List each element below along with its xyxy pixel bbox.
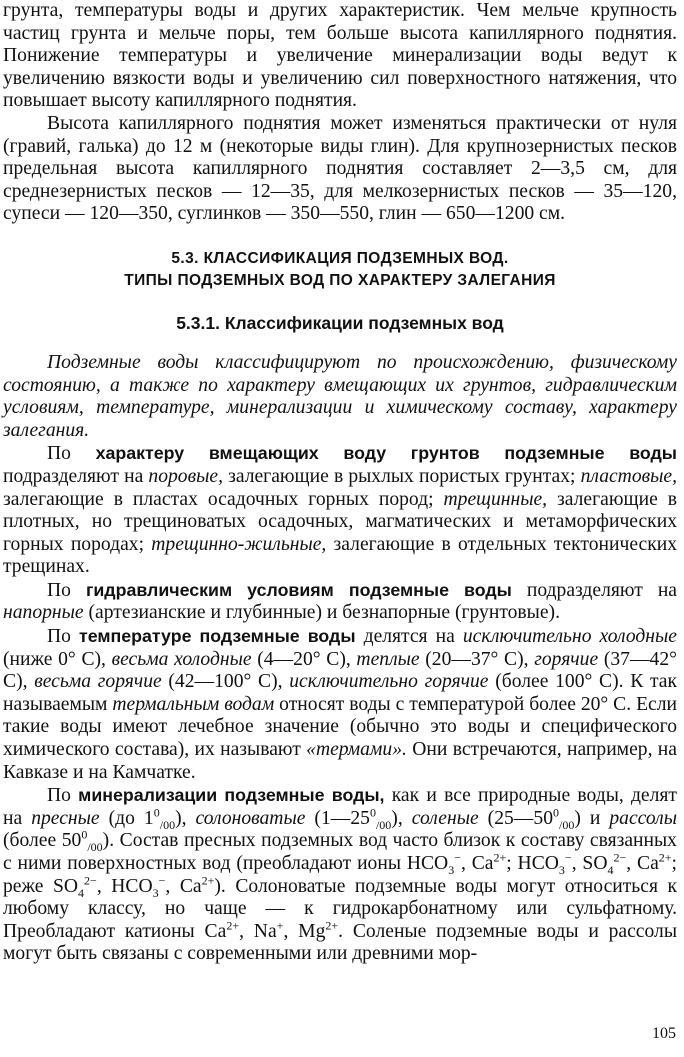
text-run: , Ca [460,853,494,874]
text-run: как и все природные воды, делят на [3,785,677,829]
superscript: 2+ [658,850,672,865]
italic-term: солоноватые [195,807,306,829]
italic-term: весьма горячие [34,671,162,693]
italic-term: поровые, [148,465,223,487]
italic-term: термальным водам [112,693,275,715]
lead-paragraph: Подземные воды классифицируют по происхождению, физическому состоянию, а также по характеру вмещающих их грунтов, гидравлическим условиям, температуре, минерализации и химическому составу, характеру залегания. [3,351,677,441]
text-run: , SO [571,853,608,874]
italic-term: напорные [3,602,84,624]
text-run: (25—50 [478,807,553,829]
text-run: По [47,579,86,601]
text-run: залегающие в отдельных тектонических трещинах. [3,533,677,578]
section-heading-line-2: ТИПЫ ПОДЗЕМНЫХ ВОД ПО ХАРАКТЕРУ ЗАЛЕГАНИЯ [124,271,556,289]
paragraph-hydraulic [3,579,677,625]
superscript: − [564,850,572,865]
text-run: ). Солоноватые подземные воды могут относиться к любому классу, но чаще — к гидрокарбонатному или сульфатному. Преобладают катионы Ca [3,875,678,942]
subscript: 4 [607,862,614,877]
subscript: 3 [558,862,565,877]
italic-term: исключительно холодные [462,626,677,648]
text-run: ; HCO [506,853,559,874]
text-run: (42—100° С), [161,671,290,693]
superscript: 0 [553,805,559,820]
paragraph-temperature [3,625,677,784]
italic-term: трещинно-жильные, [151,533,327,555]
text-run: подразделяют на [3,465,149,487]
subscript: /00 [375,817,392,832]
superscript: 2+ [201,873,215,888]
text-run: (1—25 [305,807,370,829]
text-run: относят воды с температурой более 20° С. Если такие воды имеют лечебное значение (обычно это воды и специфического химического состава), их называют [3,693,677,761]
superscript: 2+ [325,918,339,933]
text-run: . Соленые подземные воды и рассолы могут быть связаны с современными или древними мор- [3,920,677,965]
superscript: 0 [153,805,160,820]
text-run: делятся на [355,626,463,648]
subscript: /00 [559,817,575,832]
superscript: 2+ [226,918,240,933]
bold-term: гидравлическим условиям подземные воды [85,579,512,600]
text-run: , HCO [96,875,153,897]
text-run: (до 1 [99,807,154,829]
italic-term: соленые [411,807,479,829]
subscript: 4 [78,885,85,900]
text-run: ), [175,807,196,829]
subscript: 3 [448,862,455,877]
text-run: (более 50 [3,830,82,852]
text-run: , Na [239,920,277,942]
italic-term: теплые [356,648,420,670]
italic-term: пластовые, [580,465,677,487]
subscript: 3 [152,885,159,900]
italic-term: исключительно горячие [289,671,489,693]
italic-term: трещинные, [443,488,548,510]
superscript: 0 [81,827,88,842]
text-run: залегающие в пластах осадочных горных пород; [3,488,444,510]
superscript: 2+ [493,850,507,865]
text-run: По [47,443,96,465]
text-run: залегающие в рыхлых пористых грунтах; [222,465,581,487]
text-run: По [47,626,79,648]
superscript: 2− [84,873,97,888]
text-run: По [47,785,79,807]
text-run: залегающие в плотных, но трещиноватых осадочных, магматических и метаморфических горных породах; [3,488,677,555]
text-run: , Ca [626,853,659,874]
page-body [3,0,677,966]
text-run: (37—42° С), [3,648,677,693]
bold-term: температуре подземные воды [79,626,356,647]
page-number: 105 [652,1025,676,1042]
text-run: ; реже SO [3,853,677,897]
paragraph-capillary-factors: грунта, температуры воды и других характеристик. Чем мельче крупность частиц грунта и мельче поры, тем больше высота капиллярного поднятия. Понижение температуры и увеличение минерализации воды ведут к увеличению вязкости воды и увеличению сил поверхностного натяжения, что повышает высоту капиллярного поднятия. [3,0,677,112]
italic-term: весьма холодные [111,648,252,670]
paragraph-mineralization [3,784,677,966]
text-run: (более 100° С). К так называемым [3,671,677,715]
superscript: 2− [613,850,627,865]
superscript: − [454,850,461,865]
italic-term: горячие [534,648,599,670]
paragraph-capillary-height: Высота капиллярного поднятия может изменяться практически от нуля (гравий, галька) до 12 м (некоторые виды глин). Для крупнозернистых песков предельная высота капиллярного поднятия составляет 2—3,5 см, для среднезернистых песков — 12—35, для мелкозернистых песков — 35—120, супеси — 120—350, суглинков — 350—550, глин — 650—1200 см. [3,112,677,225]
bold-term: характеру вмещающих воду грунтов подземные воды [95,443,677,464]
subscript: /00 [159,817,176,832]
subsection-heading: 5.3.1. Классификации подземных вод [176,312,504,333]
bold-term: минерализации подземные воды, [78,785,385,806]
superscript: + [276,918,284,933]
text-run: ), [391,807,412,829]
text-run: подразделяют на [511,579,677,601]
section-heading-line-1: 5.3. КЛАССИФИКАЦИЯ ПОДЗЕМНЫХ ВОД. [171,249,509,267]
text-run: ) и [574,807,610,829]
text-run: Они встречаются, например, на Кавказе и на Камчатке. [3,739,677,783]
text-run: (20—37° С), [419,648,535,670]
italic-term: пресные [31,807,100,829]
section-heading [3,248,677,292]
text-run: (4—20° С), [251,648,357,670]
superscript: − [158,873,166,888]
italic-term: рассолы [609,807,677,829]
text-run: (артезианские и глубинные) и безнапорные (грунтовые). [83,602,560,624]
text-run: , Ca [165,875,202,897]
subscript: /00 [87,840,103,855]
superscript: 0 [369,805,376,820]
italic-term: «термами». [306,739,407,761]
text-run: , Mg [283,920,326,942]
paragraph-host-rock [3,442,677,579]
text-run: (ниже 0° С), [3,648,112,670]
text-run: ). Состав пресных подземных вод часто близок к составу связанных с ними поверхностных вод (преобладают ионы HCO [3,830,677,874]
